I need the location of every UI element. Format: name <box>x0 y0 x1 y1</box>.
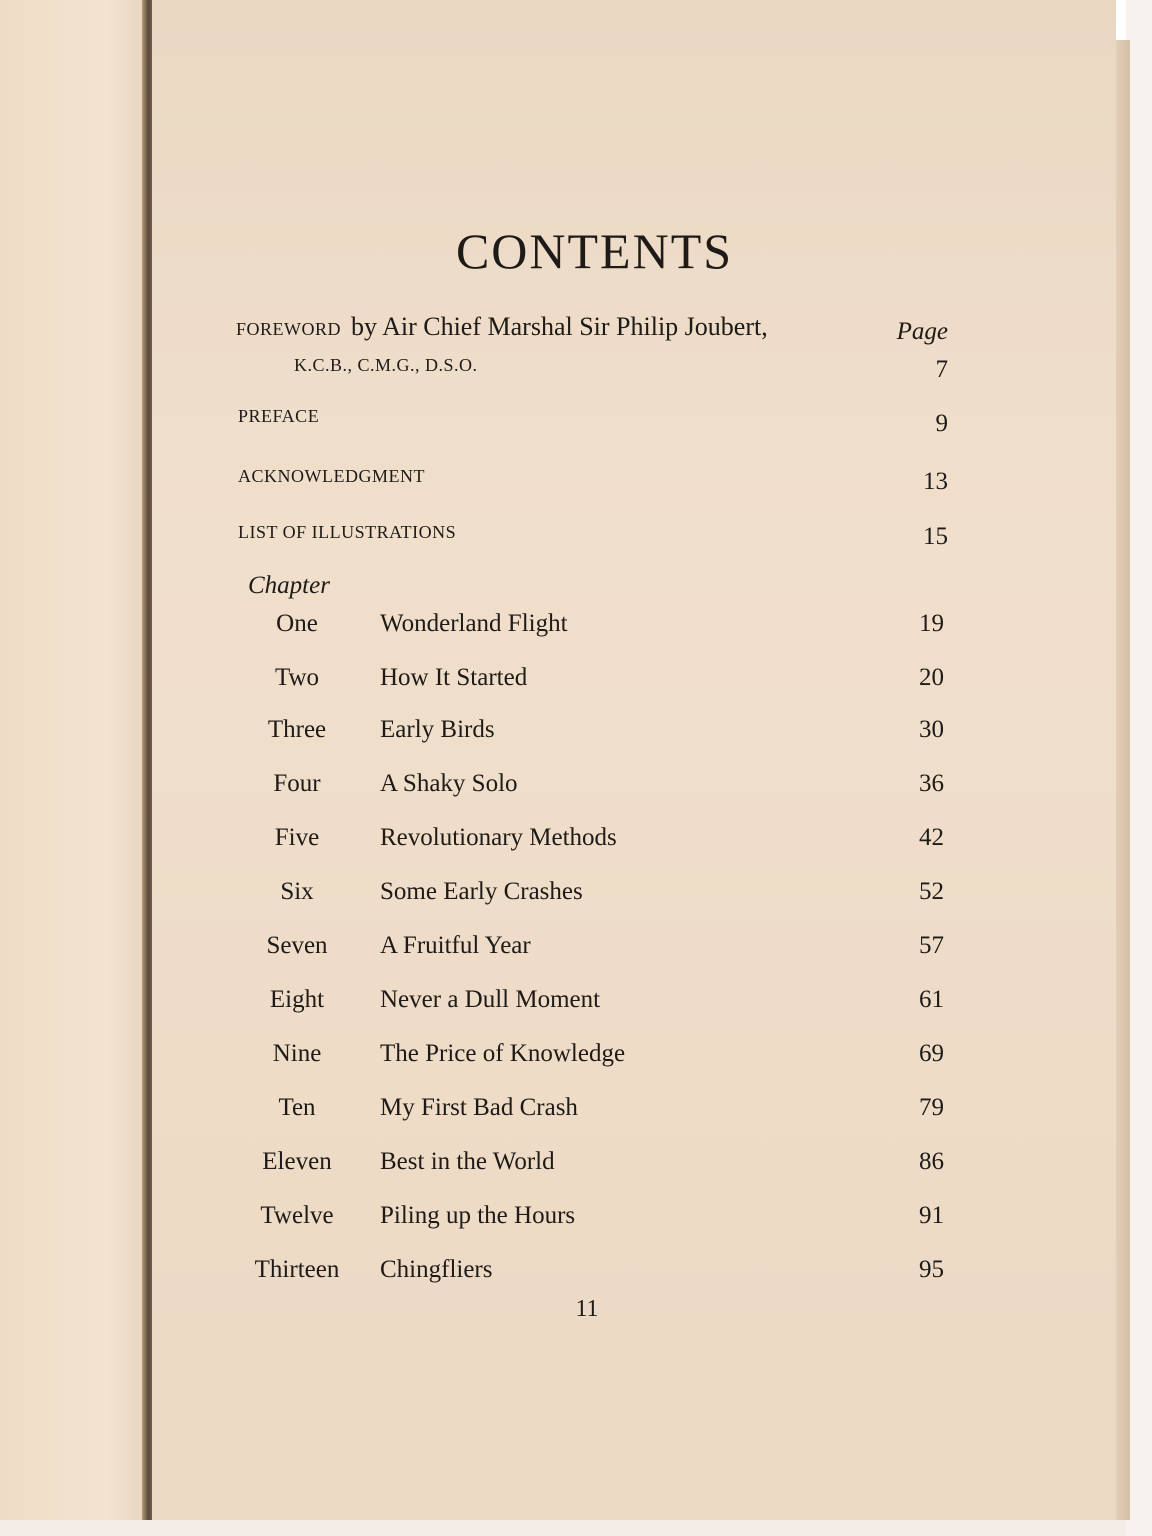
chapter-title: My First Bad Crash <box>380 1094 578 1121</box>
chapter-page: 52 <box>919 878 944 905</box>
foreword-author: by Air Chief Marshal Sir Philip Joubert, <box>351 312 768 341</box>
chapter-row <box>152 1202 1116 1242</box>
chapter-title: Some Early Crashes <box>380 878 583 905</box>
chapter-page: 86 <box>919 1148 944 1175</box>
chapter-page: 57 <box>919 932 944 959</box>
chapter-row <box>152 716 1116 756</box>
chapter-row <box>152 770 1116 810</box>
chapter-row <box>152 1256 1116 1296</box>
chapter-page: 30 <box>919 716 944 743</box>
chapter-page: 42 <box>919 824 944 851</box>
foreword-label: FOREWORD <box>236 319 342 339</box>
chapter-number: Two <box>274 664 320 691</box>
foreword-entry <box>236 312 768 342</box>
foreword-page: 7 <box>935 356 948 383</box>
chapter-number: Three <box>267 716 327 743</box>
facing-page <box>0 0 150 1536</box>
chapter-title: How It Started <box>380 664 528 691</box>
chapter-title: Best in the World <box>380 1148 555 1175</box>
chapter-title: Never a Dull Moment <box>380 986 601 1013</box>
acknowledgment-page: 13 <box>923 468 948 495</box>
chapter-page: 36 <box>919 770 944 797</box>
page-number: 11 <box>575 1296 599 1322</box>
chapter-page: 91 <box>919 1202 944 1229</box>
chapter-page: 69 <box>919 1040 944 1067</box>
chapter-number: One <box>276 610 318 637</box>
chapter-number: Eleven <box>262 1148 332 1175</box>
chapter-row <box>152 986 1116 1026</box>
chapter-number: Six <box>280 878 314 905</box>
chapter-number: Nine <box>272 1040 322 1067</box>
acknowledgment-label: ACKNOWLEDGMENT <box>238 466 425 486</box>
chapter-title: Piling up the Hours <box>380 1202 576 1229</box>
chapter-title: A Fruitful Year <box>380 932 531 959</box>
chapter-number: Four <box>273 770 321 797</box>
backdrop <box>0 1520 1152 1536</box>
chapter-row <box>152 878 1116 918</box>
chapter-row <box>152 1094 1116 1134</box>
chapter-title: A Shaky Solo <box>380 770 518 797</box>
illustrations-label: LIST OF ILLUSTRATIONS <box>238 522 457 542</box>
chapter-number: Thirteen <box>254 1256 340 1283</box>
chapter-number: Eight <box>269 986 325 1013</box>
chapter-title: Chingfliers <box>380 1256 493 1283</box>
chapter-row <box>152 610 1116 650</box>
chapter-page: 19 <box>919 610 944 637</box>
chapter-number: Ten <box>278 1094 316 1121</box>
chapter-page: 20 <box>919 664 944 691</box>
chapter-page: 61 <box>919 986 944 1013</box>
contents-page <box>152 0 1116 1520</box>
page-title: CONTENTS <box>455 223 734 279</box>
chapter-title: The Price of Knowledge <box>380 1040 626 1067</box>
chapter-page: 95 <box>919 1256 944 1283</box>
chapter-row <box>152 932 1116 972</box>
chapter-number: Seven <box>266 932 328 959</box>
chapter-title: Early Birds <box>380 716 495 743</box>
preface-label: PREFACE <box>238 406 320 426</box>
chapter-row <box>152 664 1116 704</box>
foreword-honours: K.C.B., C.M.G., D.S.O. <box>294 355 478 375</box>
chapter-row <box>152 824 1116 864</box>
chapter-number: Twelve <box>260 1202 334 1229</box>
chapter-row <box>152 1148 1116 1188</box>
chapter-title: Revolutionary Methods <box>380 824 617 851</box>
chapter-column-label: Chapter <box>248 572 330 599</box>
page-column-label: Page <box>896 318 948 345</box>
chapter-title: Wonderland Flight <box>380 610 568 637</box>
preface-page: 9 <box>935 410 948 437</box>
chapter-row <box>152 1040 1116 1080</box>
chapter-page: 79 <box>919 1094 944 1121</box>
chapter-number: Five <box>274 824 320 851</box>
illustrations-page: 15 <box>923 523 948 550</box>
